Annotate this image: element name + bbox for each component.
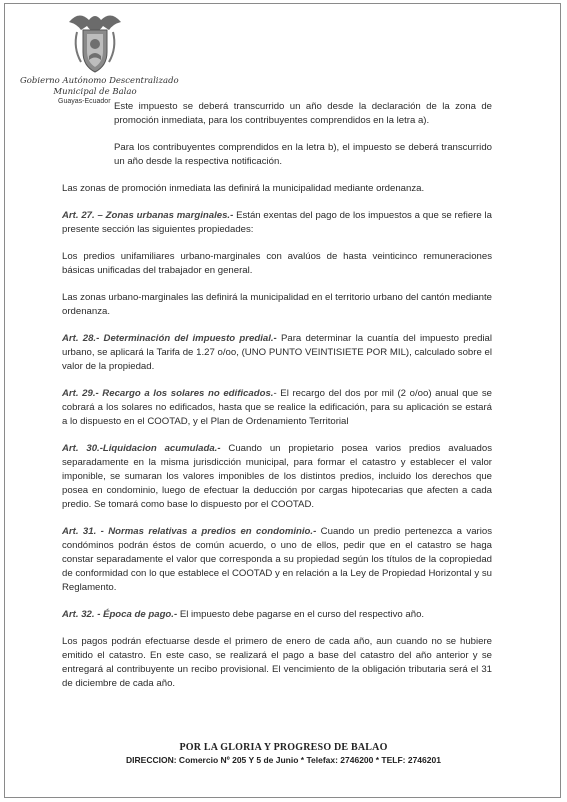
document-body <box>62 100 492 704</box>
footer-address: DIRECCION: Comercio Nº 205 Y 5 de Junio * Telefax: 2746200 * TELF: 2746201 <box>126 755 441 765</box>
article-27-title: Art. 27. – Zonas urbanas marginales.- <box>62 210 234 221</box>
article-27 <box>62 209 492 237</box>
paragraph-1: Este impuesto se deberá transcurrido un año desde la declaración de la zona de promoción inmediata, para los contribuyentes comprendidos en la letra a). <box>114 101 492 126</box>
article-30 <box>62 442 492 512</box>
org-location: Guayas-Ecuador <box>58 98 111 105</box>
article-31-text: Cuando un predio pertenezca a varios condóminos podrán éstos de común acuerdo, o uno de ellos, pedir que en el catastro se haga constar separadamente el valor que corresponda a su propiedad según los títulos de la copropiedad de conformidad con lo que establece el COOTAD y en relación a la Ley de Propiedad Horizontal y su Reglamento. <box>62 526 492 593</box>
org-name-line2: Municipal de Balao <box>53 87 137 97</box>
article-28 <box>62 332 492 374</box>
article-28-title: Art. 28.- Determinación del impuesto predial.- <box>62 333 277 344</box>
article-32 <box>62 608 492 622</box>
article-32-title: Art. 32. - Época de pago.- <box>62 609 178 620</box>
article-30-title: Art. 30.-Liquidacion acumulada.- <box>62 443 221 454</box>
org-name-line1: Gobierno Autónomo Descentralizado <box>20 76 179 86</box>
article-28-text: Para determinar la cuantía del impuesto predial urbano, se aplicará la Tarifa de 1.27 o/oo, (UNO PUNTO VEINTISIETE POR MIL), calculado sobre el valor de la propiedad. <box>62 333 493 372</box>
article-29-text: - El recargo del dos por mil (2 o/oo) anual que se cobrará a los solares no edificados, hasta que se realice la edificación, para su aplicación se estará a lo dispuesto en el COOTAD, y el Plan de Ordenamiento Territorial <box>62 388 493 427</box>
header-logo-block <box>20 8 179 105</box>
paragraph-5: Los predios unifamiliares urbano-marginales con avalúos de hasta veinticinco remuneraciones básicas unificadas del trabajador en general. <box>62 251 492 276</box>
paragraph-12: Los pagos podrán efectuarse desde el primero de enero de cada año, aun cuando no se hubiere emitido el catastro. En este caso, se realizará el pago a base del catastro del año anterior y se entregará al contribuyente un recibo provisional. El vencimiento de la obligación tributaria será el 31 de diciembre de cada año. <box>62 636 492 689</box>
article-29-title: Art. 29.- Recargo a los solares no edificados. <box>62 388 274 399</box>
page-footer <box>0 742 567 765</box>
article-31 <box>62 525 492 595</box>
article-29 <box>62 387 492 429</box>
municipal-seal-logo <box>59 8 131 76</box>
article-30-text: Cuando un propietario posea varios predios avaluados separadamente en la misma jurisdicción municipal, para formar el catastro y establecer el valor imponible, se sumaran los valores imponibles de los distintos predios, incluido los derechos que posea en condominio, luego de efectuar la deducción por cargas hipotecarias que afecten a cada predio. Se tomará como base lo dispuesto por el COOTAD. <box>62 443 492 510</box>
paragraph-2: Para los contribuyentes comprendidos en la letra b), el impuesto se deberá transcurrido un año desde la respectiva notificación. <box>114 142 492 167</box>
footer-motto: POR LA GLORIA Y PROGRESO DE BALAO <box>179 742 388 753</box>
article-31-title: Art. 31. - Normas relativas a predios en condominio.- <box>62 526 317 537</box>
article-27-text: Están exentas del pago de los impuestos a que se refiere la presente sección las siguientes propiedades: <box>62 210 492 235</box>
paragraph-6: Las zonas urbano-marginales las definirá la municipalidad en el territorio urbano del cantón mediante ordenanza. <box>62 292 492 317</box>
paragraph-3: Las zonas de promoción inmediata las definirá la municipalidad mediante ordenanza. <box>62 183 425 194</box>
article-32-text: El impuesto debe pagarse en el curso del respectivo año. <box>177 609 425 620</box>
